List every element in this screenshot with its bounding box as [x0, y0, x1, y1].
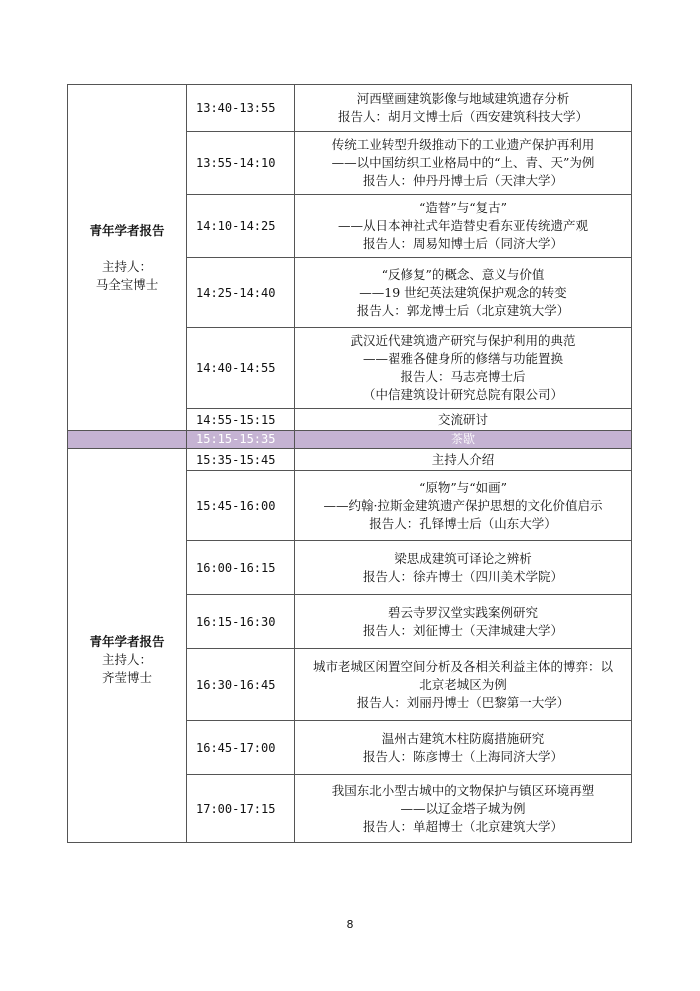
topic-cell	[295, 85, 632, 132]
topic-line: （中信建筑设计研究总院有限公司）	[362, 387, 563, 402]
host-label: 主持人：	[101, 258, 152, 274]
host-name: 马全宝博士	[95, 276, 159, 292]
time-cell: 16:00-16:15	[187, 541, 295, 595]
topic-line: ——以中国纺织工业格局中的“上、青、天”为例	[331, 155, 595, 170]
topic-line: 报告人：仲丹丹博士后（天津大学）	[362, 173, 563, 188]
topic-line: 报告人：单超博士（北京建筑大学）	[362, 818, 563, 834]
host-name: 齐莹博士	[101, 669, 152, 685]
time-cell: 14:40-14:55	[187, 328, 295, 409]
session-title: 青年学者报告	[89, 222, 165, 238]
host-label: 主持人：	[101, 651, 152, 667]
topic-line: ——翟雅各健身所的修缮与功能置换	[362, 351, 563, 366]
session-title: 青年学者报告	[89, 633, 165, 649]
topic-line: ——从日本神社式年造替史看东亚传统遗产观	[337, 218, 588, 233]
topic-line: 报告人：胡月文博士后（西安建筑科技大学）	[337, 109, 588, 124]
topic-line: 报告人：陈彦博士（上海同济大学）	[362, 748, 563, 764]
break-session-cell	[68, 431, 187, 449]
time-cell: 13:40-13:55	[187, 85, 295, 132]
break-label: 茶歇	[295, 431, 632, 449]
topic-cell	[295, 132, 632, 195]
topic-line: 我国东北小型古城中的文物保护与镇区环境再塑	[331, 782, 595, 798]
table-row	[68, 85, 632, 132]
topic-cell	[295, 258, 632, 328]
topic-line: 城市老城区闲置空间分析及各相关利益主体的博弈：以	[312, 658, 613, 674]
topic-cell	[295, 471, 632, 541]
topic-cell	[295, 409, 632, 431]
topic-line: 报告人：刘征博士（天津城建大学）	[362, 622, 563, 638]
topic-line: 报告人：郭龙博士后（北京建筑大学）	[356, 302, 570, 318]
time-cell: 16:45-17:00	[187, 721, 295, 775]
time-cell: 14:55-15:15	[187, 409, 295, 431]
topic-cell	[295, 721, 632, 775]
table-row	[68, 449, 632, 471]
topic-cell	[295, 595, 632, 649]
topic-line: 报告人：孔铎博士后（山东大学）	[369, 515, 557, 531]
topic-line: “反修复”的概念、意义与价值	[381, 266, 545, 282]
time-cell: 13:55-14:10	[187, 132, 295, 195]
time-cell: 14:10-14:25	[187, 195, 295, 258]
session-cell	[68, 449, 187, 843]
topic-line: 交流研讨	[437, 411, 488, 427]
topic-cell	[295, 328, 632, 409]
topic-cell	[295, 649, 632, 721]
topic-line: 武汉近代建筑遗产研究与保护利用的典范	[350, 333, 576, 348]
topic-line: 北京老城区为例	[419, 676, 507, 692]
topic-line: 报告人：刘丽丹博士（巴黎第一大学）	[356, 694, 570, 710]
time-cell: 15:45-16:00	[187, 471, 295, 541]
break-row	[68, 431, 632, 449]
schedule-table	[67, 84, 632, 843]
page-number: 8	[346, 918, 354, 931]
topic-cell	[295, 195, 632, 258]
topic-line: ——以辽金塔子城为例	[400, 800, 526, 816]
time-cell: 16:30-16:45	[187, 649, 295, 721]
time-cell: 15:35-15:45	[187, 449, 295, 471]
session-cell	[68, 85, 187, 431]
topic-line: “原物”与“如画”	[418, 479, 508, 495]
time-cell: 17:00-17:15	[187, 775, 295, 843]
topic-line: 梁思成建筑可译论之辨析	[394, 550, 532, 566]
topic-line: 温州古建筑木柱防腐措施研究	[381, 730, 545, 746]
topic-cell	[295, 541, 632, 595]
topic-cell	[295, 775, 632, 843]
topic-line: 主持人介绍	[431, 451, 495, 467]
topic-line: 报告人：马志亮博士后	[400, 369, 526, 384]
time-cell: 16:15-16:30	[187, 595, 295, 649]
topic-line: 传统工业转型升级推动下的工业遗产保护再利用	[331, 137, 595, 152]
break-time: 15:15-15:35	[187, 431, 295, 449]
topic-line: ——19 世纪英法建筑保护观念的转变	[359, 284, 567, 300]
topic-line: 报告人：周易知博士后（同济大学）	[362, 236, 563, 251]
topic-line: 河西壁画建筑影像与地域建筑遗存分析	[356, 91, 570, 106]
time-cell: 14:25-14:40	[187, 258, 295, 328]
topic-line: “造替”与“复古”	[418, 200, 508, 215]
topic-line: 报告人：徐卉博士（四川美术学院）	[362, 568, 563, 584]
topic-line: ——约翰·拉斯金建筑遗产保护思想的文化价值启示	[323, 497, 603, 513]
topic-line: 碧云寺罗汉堂实践案例研究	[387, 604, 538, 620]
topic-cell	[295, 449, 632, 471]
